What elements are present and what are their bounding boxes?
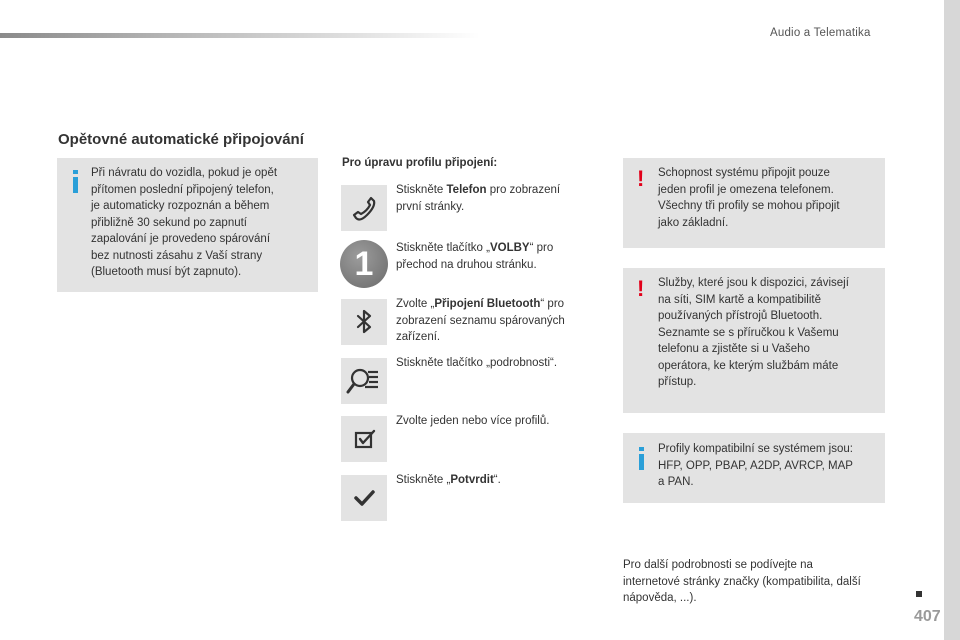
step-select-profiles: Zvolte jeden nebo více profilů. (396, 415, 550, 427)
page-edge-strip (944, 0, 960, 640)
checkbox-icon (341, 416, 387, 462)
step-confirm: Stiskněte „Potvrdit“. (396, 474, 501, 486)
phone-handset-icon (341, 185, 387, 231)
info-box-left-text: Při návratu do vozidla, pokud je opět přítomen poslední připojený telefon, je automaticky rozpoznán a během přibližně 30 sekund po zapnutí zapalování je provedeno spárování bez nutnosti zásahu z Vaší strany (Bluetooth musí být zapnuto). (91, 167, 278, 278)
info-box-right-text: Profily kompatibilní se systémem jsou: HFP, OPP, PBAP, A2DP, AVRCP, MAP a PAN. (658, 443, 853, 488)
page-marker (916, 591, 922, 597)
confirm-button (341, 475, 387, 521)
step-telefon: Stiskněte Telefon pro zobrazení první stránky. (396, 184, 561, 213)
footer-note: Pro další podrobnosti se podívejte na internetové stránky značky (kompatibilita, další nápověda, ...). (623, 559, 861, 604)
phone-button (341, 185, 387, 231)
header-gradient-bar (0, 33, 480, 38)
warning-icon: ! (637, 276, 645, 301)
details-magnifier-icon (341, 358, 387, 404)
warning-icon: ! (637, 166, 645, 191)
info-box-left (57, 158, 318, 292)
info-icon (639, 454, 644, 470)
step-details: Stiskněte tlačítko „podrobnosti“. (396, 357, 558, 369)
checkmark-icon (341, 475, 387, 521)
section-title: Opětovné automatické připojování (58, 131, 304, 148)
warning-box-1 (623, 158, 885, 248)
info-icon-dot (73, 170, 78, 174)
step-bluetooth: Zvolte „Připojení Bluetooth“ pro zobrazení seznamu spárovaných zařízení. (396, 298, 565, 343)
bluetooth-icon (341, 299, 387, 345)
chapter-title: Audio a Telematika (770, 27, 871, 39)
bluetooth-button (341, 299, 387, 345)
profile-select-button (341, 416, 387, 462)
warning-box-2-text: Služby, které jsou k dispozici, závisejí na síti, SIM kartě a kompatibilitě používaných přístrojů Bluetooth. Seznamte se s příručkou k Vašemu telefonu a zjistěte si u Vašeho operátora, ke kterým službám máte přístup. (658, 277, 849, 388)
step-number-badge: 1 (340, 240, 388, 288)
info-box-right (623, 433, 885, 503)
warning-box-1-text: Schopnost systému připojit pouze jeden profil je omezena telefonem. Všechny tři profily se mohou připojit jako základní. (658, 167, 840, 229)
steps-subtitle: Pro úpravu profilu připojení: (342, 157, 498, 169)
warning-box-2 (623, 268, 885, 413)
details-button (341, 358, 387, 404)
step-volby: Stiskněte tlačítko „VOLBY“ pro přechod na druhou stránku. (396, 242, 554, 271)
info-icon (73, 177, 78, 193)
info-icon-dot (639, 447, 644, 451)
page-number: 407 (914, 608, 941, 625)
